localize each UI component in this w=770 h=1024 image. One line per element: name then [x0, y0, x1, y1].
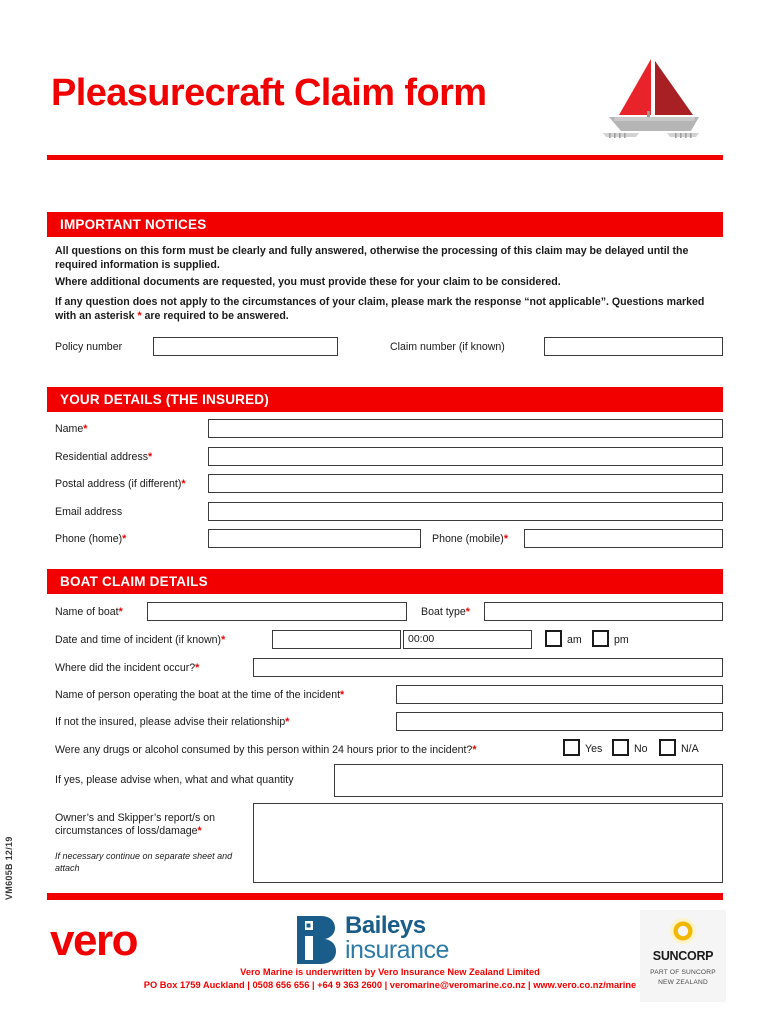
baileys-wordmark-line2: insurance	[345, 936, 449, 964]
drugs-details-label: If yes, please advise when, what and what quantity	[55, 774, 294, 786]
form-version-code: VM605B 12/19	[4, 836, 14, 900]
incident-location-label: Where did the incident occur?*	[55, 662, 200, 674]
incident-date-input[interactable]	[272, 630, 401, 649]
name-label: Name*	[55, 423, 88, 435]
phone-mobile-label: Phone (mobile)*	[432, 533, 508, 545]
email-address-label: Email address	[55, 506, 123, 518]
residential-address-input[interactable]	[208, 447, 723, 466]
postal-address-label: Postal address (if different)*	[55, 478, 186, 490]
drugs-alcohol-label: Were any drugs or alcohol consumed by this person within 24 hours prior to the incident?*	[55, 744, 477, 756]
checkbox-pm-label: pm	[614, 634, 629, 646]
vero-logo: vero	[50, 916, 137, 965]
checkbox-pm[interactable]	[592, 630, 609, 647]
operator-relationship-label: If not the insured, please advise their relationship*	[55, 716, 290, 728]
owner-skipper-report-note: If necessary continue on separate sheet and attach	[55, 851, 233, 873]
baileys-b-mark-icon	[295, 914, 339, 966]
notice-paragraph-3-before: If any question does not apply to the circumstances of your claim, please mark the response “not applicable”. Questions marked with an asterisk	[55, 296, 705, 322]
phone-home-input[interactable]	[208, 529, 421, 548]
sailboat-icon	[595, 57, 705, 147]
notice-paragraph-2: Where additional documents are requested, you must provide these for your claim to be considered.	[55, 276, 561, 288]
suncorp-tagline-line1: PART OF SUNCORP	[650, 969, 716, 976]
phone-home-label: Phone (home)*	[55, 533, 127, 545]
notice-paragraph-1: All questions on this form must be clearly and fully answered, otherwise the processing of this claim may be delayed until the required information is supplied.	[55, 245, 689, 271]
suncorp-sun-icon	[668, 916, 698, 946]
notice-paragraph-3	[55, 296, 723, 324]
postal-address-input[interactable]	[208, 474, 723, 493]
name-of-boat-label: Name of boat*	[55, 606, 123, 618]
boat-operator-label: Name of person operating the boat at the time of the incident*	[55, 689, 345, 701]
owner-skipper-report-label: Owner’s and Skipper’s report/s on circumstances of loss/damage*	[55, 812, 215, 838]
checkbox-drugs-no-label: No	[634, 743, 648, 755]
claim-number-input[interactable]	[544, 337, 723, 356]
drugs-details-input[interactable]	[334, 764, 723, 797]
name-of-boat-input[interactable]	[147, 602, 407, 621]
residential-address-label: Residential address*	[55, 451, 153, 463]
claim-number-label: Claim number (if known)	[390, 341, 505, 353]
boat-operator-input[interactable]	[396, 685, 723, 704]
incident-location-input[interactable]	[253, 658, 723, 677]
footer-divider	[47, 893, 723, 900]
policy-number-input[interactable]	[153, 337, 338, 356]
checkbox-drugs-no[interactable]	[612, 739, 629, 756]
form-header	[47, 62, 723, 162]
owner-skipper-report-textarea[interactable]	[253, 803, 723, 883]
page-title: Pleasurecraft Claim form	[51, 72, 487, 114]
section-header-boat-claim-details: BOAT CLAIM DETAILS	[47, 569, 723, 594]
title-divider	[47, 155, 723, 160]
checkbox-drugs-yes[interactable]	[563, 739, 580, 756]
suncorp-tagline-line2: NEW ZEALAND	[658, 978, 708, 986]
suncorp-wordmark: SUNCORP	[652, 949, 714, 963]
boat-type-label: Boat type*	[421, 606, 470, 618]
footer-contact-line-2: PO Box 1759 Auckland | 0508 656 656 | +64 9 363 2600 | veromarine@veromarine.co.nz | www.vero.co.nz/marine	[143, 980, 637, 991]
baileys-insurance-logo	[295, 912, 495, 968]
checkbox-am[interactable]	[545, 630, 562, 647]
checkbox-drugs-na[interactable]	[659, 739, 676, 756]
section-header-important-notices: IMPORTANT NOTICES	[47, 212, 723, 237]
boat-type-input[interactable]	[484, 602, 723, 621]
policy-number-label: Policy number	[55, 341, 123, 353]
name-input[interactable]	[208, 419, 723, 438]
operator-relationship-input[interactable]	[396, 712, 723, 731]
incident-time-input[interactable]: 00:00	[403, 630, 532, 649]
checkbox-am-label: am	[567, 634, 582, 646]
suncorp-tagline	[640, 968, 726, 988]
date-time-incident-label: Date and time of incident (if known)*	[55, 634, 226, 646]
footer-contact-line-1: Vero Marine is underwritten by Vero Insurance New Zealand Limited	[240, 967, 540, 977]
checkbox-drugs-na-label: N/A	[681, 743, 699, 755]
section-header-your-details: YOUR DETAILS (THE INSURED)	[47, 387, 723, 412]
phone-mobile-input[interactable]	[524, 529, 723, 548]
checkbox-drugs-yes-label: Yes	[585, 743, 603, 755]
footer-contact-details	[110, 966, 670, 993]
email-address-input[interactable]	[208, 502, 723, 521]
suncorp-logo	[640, 910, 726, 1002]
notice-paragraph-3-after: are required to be answered.	[141, 309, 289, 322]
asterisk-marker: *	[137, 309, 142, 322]
baileys-wordmark-line1: Baileys	[345, 912, 426, 939]
